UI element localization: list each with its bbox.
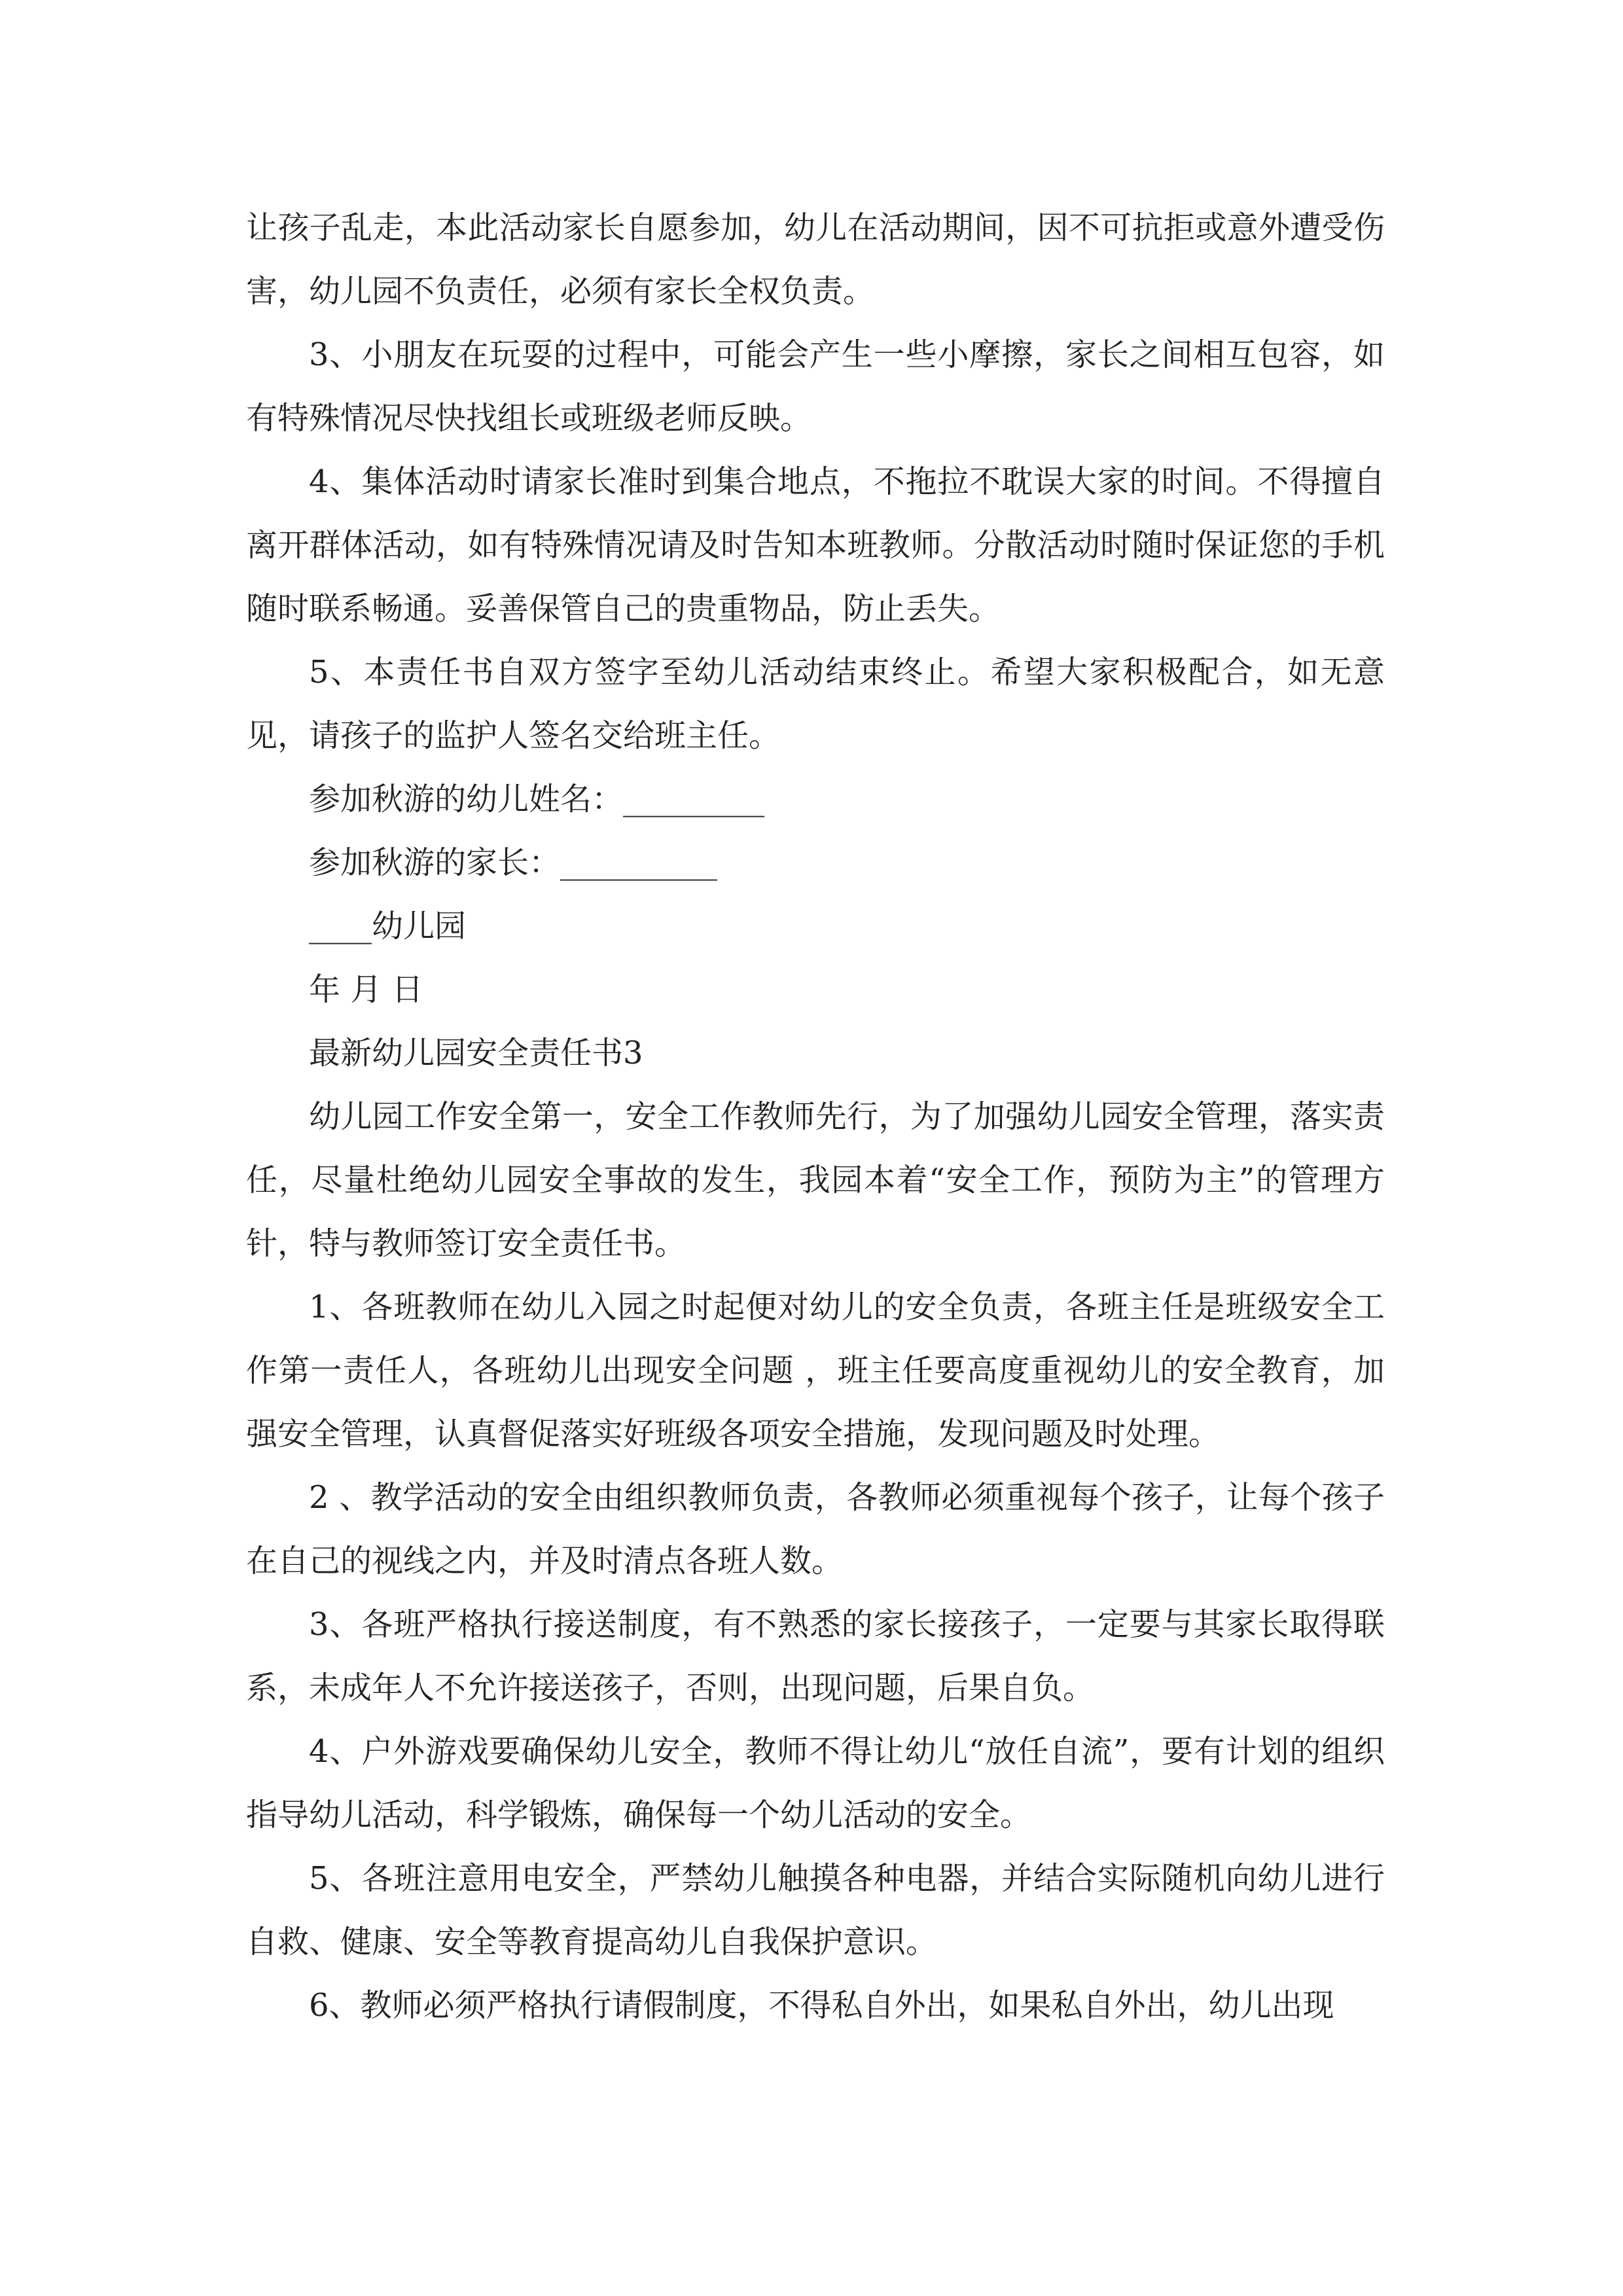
paragraph-item-3: 3、小朋友在玩耍的过程中，可能会产生一些小摩擦，家长之间相互包容，如有特殊情况尽快找组长或班级老师反映。 xyxy=(246,336,1385,437)
section-item-1: 1、各班教师在幼儿入园之时起便对幼儿的安全负责，各班主任是班级安全工作第一责任人，各班幼儿出现安全问题 ，班主任要高度重视幼儿的安全教育，加强安全管理，认真督促落实好班级各项安全措施，发现问题及时处理。 xyxy=(246,1289,1385,1452)
section-intro-paragraph: 幼儿园工作安全第一，安全工作教师先行，为了加强幼儿园安全管理，落实责任，尽量杜绝幼儿园安全事故的发生，我园本着“安全工作，预防为主”的管理方针，特与教师签订安全责任书。 xyxy=(246,1098,1385,1262)
child-name-signature-line: 参加秋游的幼儿姓名：_________ xyxy=(309,781,765,817)
paragraph-item-5: 5、本责任书自双方签字至幼儿活动结束终止。希望大家积极配合，如无意见，请孩子的监护人签名交给班主任。 xyxy=(246,654,1385,754)
section-title: 最新幼儿园安全责任书3 xyxy=(309,1035,643,1071)
section-item-5: 5、各班注意用电安全，严禁幼儿触摸各种电器，并结合实际随机向幼儿进行自救、健康、安全等教育提高幼儿自我保护意识。 xyxy=(246,1860,1385,1960)
section-item-6: 6、教师必须严格执行请假制度，不得私自外出，如果私自外出，幼儿出现 xyxy=(309,1987,1334,2024)
paragraph-continuation: 让孩子乱走，本此活动家长自愿参加，幼儿在活动期间，因不可抗拒或意外遭受伤害，幼儿园不负责任，必须有家长全权负责。 xyxy=(246,209,1385,310)
document-body xyxy=(246,196,1385,2037)
paragraph-item-4: 4、集体活动时请家长准时到集合地点，不拖拉不耽误大家的时间。不得擅自离开群体活动，如有特殊情况请及时告知本班教师。分散活动时随时保证您的手机随时联系畅通。妥善保管自己的贵重物品，防止丢失。 xyxy=(246,463,1385,627)
section-item-3: 3、各班严格执行接送制度，有不熟悉的家长接孩子，一定要与其家长取得联系，未成年人不允许接送孩子，否则，出现问题，后果自负。 xyxy=(246,1606,1385,1706)
section-item-4: 4、户外游戏要确保幼儿安全，教师不得让幼儿“放任自流”，要有计划的组织指导幼儿活动，科学锻炼，确保每一个幼儿活动的安全。 xyxy=(246,1733,1385,1833)
section-item-2: 2 、教学活动的安全由组织教师负责，各教师必须重视每个孩子，让每个孩子在自己的视线之内，并及时清点各班人数。 xyxy=(246,1479,1385,1579)
date-line: 年 月 日 xyxy=(309,971,423,1008)
kindergarten-name-line: ____幼儿园 xyxy=(309,908,467,944)
parent-signature-line: 参加秋游的家长：__________ xyxy=(309,844,718,881)
